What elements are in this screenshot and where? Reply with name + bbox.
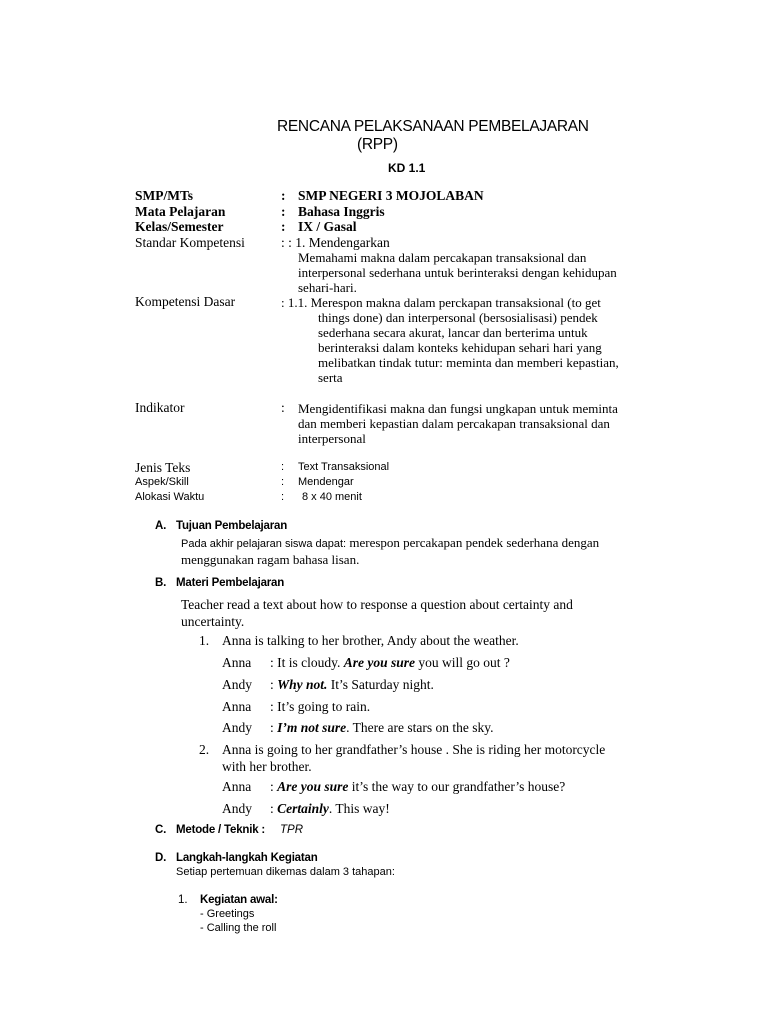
school-value: SMP NEGERI 3 MOJOLABAN bbox=[298, 188, 484, 203]
sk-text bbox=[298, 250, 617, 295]
line-text: : bbox=[270, 677, 278, 692]
section-a-intro: Pada akhir pelajaran siswa dapat: bbox=[181, 538, 347, 550]
ind-label: Indikator bbox=[135, 400, 185, 415]
sk-line: interpersonal sederhana untuk berinteraksi dengan kehidupan bbox=[298, 265, 617, 280]
dialogue1-line: : It’s going to rain. bbox=[270, 699, 371, 714]
section-c-value: TPR bbox=[280, 824, 303, 836]
dialogue2-number: 2. bbox=[199, 742, 210, 757]
subject-label: Mata Pelajaran bbox=[135, 204, 226, 219]
ind-colon: : bbox=[281, 400, 285, 415]
line-text: : bbox=[270, 720, 278, 735]
kd-line: serta bbox=[318, 370, 343, 385]
section-a-line2: menggunakan ragam bahasa lisan. bbox=[181, 552, 360, 567]
jenis-label: Jenis Teks bbox=[135, 460, 191, 475]
line-text: you will go out ? bbox=[415, 655, 510, 670]
alokasi-value: 8 x 40 menit bbox=[302, 491, 362, 503]
sk-line: sehari-hari. bbox=[298, 280, 357, 295]
aspek-label: Aspek/Skill bbox=[135, 476, 189, 488]
class-value: IX / Gasal bbox=[298, 219, 357, 234]
kd-label: KD 1.1 bbox=[388, 161, 426, 175]
kd-field-label: Kompetensi Dasar bbox=[135, 294, 236, 309]
line-emphasis: Certainly bbox=[277, 801, 329, 816]
section-c-title: Metode / Teknik : bbox=[176, 824, 266, 836]
kd-text bbox=[318, 310, 619, 385]
school-label: SMP/MTs bbox=[135, 188, 194, 203]
line-text: : It is cloudy. bbox=[270, 655, 344, 670]
dialogue2-speaker: Anna bbox=[222, 779, 252, 794]
line-text: it’s the way to our grandfather’s house? bbox=[348, 779, 566, 794]
aspek-value: Mendengar bbox=[298, 476, 354, 488]
line-text: It’s Saturday night. bbox=[327, 677, 434, 692]
jenis-colon: : bbox=[281, 461, 285, 473]
class-label: Kelas/Semester bbox=[135, 219, 224, 234]
dialogue1-speaker: Anna bbox=[222, 655, 252, 670]
section-b-line: Teacher read a text about how to response a question about certainty and bbox=[181, 597, 573, 612]
section-d-letter: D. bbox=[155, 852, 167, 864]
dialogue1-number: 1. bbox=[199, 633, 210, 648]
jenis-value: Text Transaksional bbox=[298, 461, 390, 473]
kd-line: berinteraksi dalam konteks kehidupan sehari hari yang bbox=[318, 340, 602, 355]
sk-label: Standar Kompetensi bbox=[135, 235, 245, 250]
kd-line: melibatkan tindak tutur: meminta dan memberi kepastian, bbox=[318, 355, 619, 370]
section-a-text bbox=[181, 534, 599, 567]
section-b-line: uncertainty. bbox=[181, 613, 245, 629]
dialogue1-intro: Anna is talking to her brother, Andy about the weather. bbox=[222, 633, 519, 648]
list-item: - Calling the roll bbox=[200, 922, 277, 934]
doc-title: RENCANA PELAKSANAAN PEMBELAJARAN bbox=[277, 118, 589, 135]
alokasi-colon: : bbox=[281, 491, 285, 503]
section-a-rest: merespon percakapan pendek sederhana dengan bbox=[346, 535, 600, 550]
ind-line: Mengidentifikasi makna dan fungsi ungkapan untuk meminta bbox=[298, 401, 618, 416]
section-d-intro: Setiap pertemuan dikemas dalam 3 tahapan: bbox=[176, 866, 395, 878]
kd-first-line: : 1.1. Merespon makna dalam perckapan transaksional (to get bbox=[281, 295, 601, 310]
section-b-letter: B. bbox=[155, 577, 167, 589]
section-d-title: Langkah-langkah Kegiatan bbox=[176, 852, 318, 864]
section-a-title: Tujuan Pembelajaran bbox=[176, 520, 288, 532]
dialogue2-speaker: Andy bbox=[222, 801, 252, 816]
ind-text bbox=[298, 401, 618, 446]
line-text: . There are stars on the sky. bbox=[346, 720, 494, 735]
list-item: - Greetings bbox=[200, 908, 255, 920]
dialogue1-speaker: Andy bbox=[222, 720, 252, 735]
ind-line: dan memberi kepastian dalam percakapan transaksional dan bbox=[298, 416, 610, 431]
class-colon: : bbox=[281, 219, 286, 234]
line-text: : bbox=[270, 801, 278, 816]
dialogue2-intro bbox=[222, 742, 605, 775]
ind-line: interpersonal bbox=[298, 431, 366, 446]
subject-colon: : bbox=[281, 204, 286, 219]
dialogue1-line bbox=[270, 677, 434, 694]
subject-value: Bahasa Inggris bbox=[298, 204, 385, 219]
aspek-colon: : bbox=[281, 476, 285, 488]
line-emphasis: Are you sure bbox=[277, 779, 349, 794]
section-d-item-title: Kegiatan awal: bbox=[200, 894, 278, 906]
line-emphasis: Are you sure bbox=[343, 655, 416, 670]
section-d-item-list bbox=[200, 907, 276, 935]
kd-line: sederhana secara akurat, lancar dan berterima untuk bbox=[318, 325, 588, 340]
section-d-item-number: 1. bbox=[178, 894, 188, 906]
line-text: : bbox=[270, 779, 278, 794]
sk-first-line: : : 1. Mendengarkan bbox=[281, 235, 390, 250]
dialogue1-line bbox=[270, 655, 510, 672]
line-text: . This way! bbox=[328, 801, 390, 816]
dialogue2-intro-line: Anna is going to her grandfather’s house . She is riding her motorcycle bbox=[222, 742, 606, 757]
alokasi-label: Alokasi Waktu bbox=[135, 491, 205, 503]
section-b-title: Materi Pembelajaran bbox=[176, 577, 285, 589]
dialogue2-line bbox=[270, 801, 390, 818]
dialogue1-speaker: Anna bbox=[222, 699, 252, 714]
dialogue2-line bbox=[270, 779, 565, 796]
kd-line: things done) dan interpersonal (bersosialisasi) pendek bbox=[318, 310, 598, 325]
line-emphasis: I’m not sure bbox=[277, 720, 347, 735]
section-a-letter: A. bbox=[155, 520, 167, 532]
section-c-letter: C. bbox=[155, 824, 167, 836]
doc-subtitle: (RPP) bbox=[357, 136, 398, 153]
dialogue2-intro-line: with her brother. bbox=[222, 758, 312, 774]
dialogue1-speaker: Andy bbox=[222, 677, 252, 692]
section-b-text bbox=[181, 597, 573, 630]
dialogue1-line bbox=[270, 720, 494, 737]
school-colon: : bbox=[281, 188, 286, 203]
sk-line: Memahami makna dalam percakapan transaksional dan bbox=[298, 250, 587, 265]
line-emphasis: Why not. bbox=[277, 677, 328, 692]
